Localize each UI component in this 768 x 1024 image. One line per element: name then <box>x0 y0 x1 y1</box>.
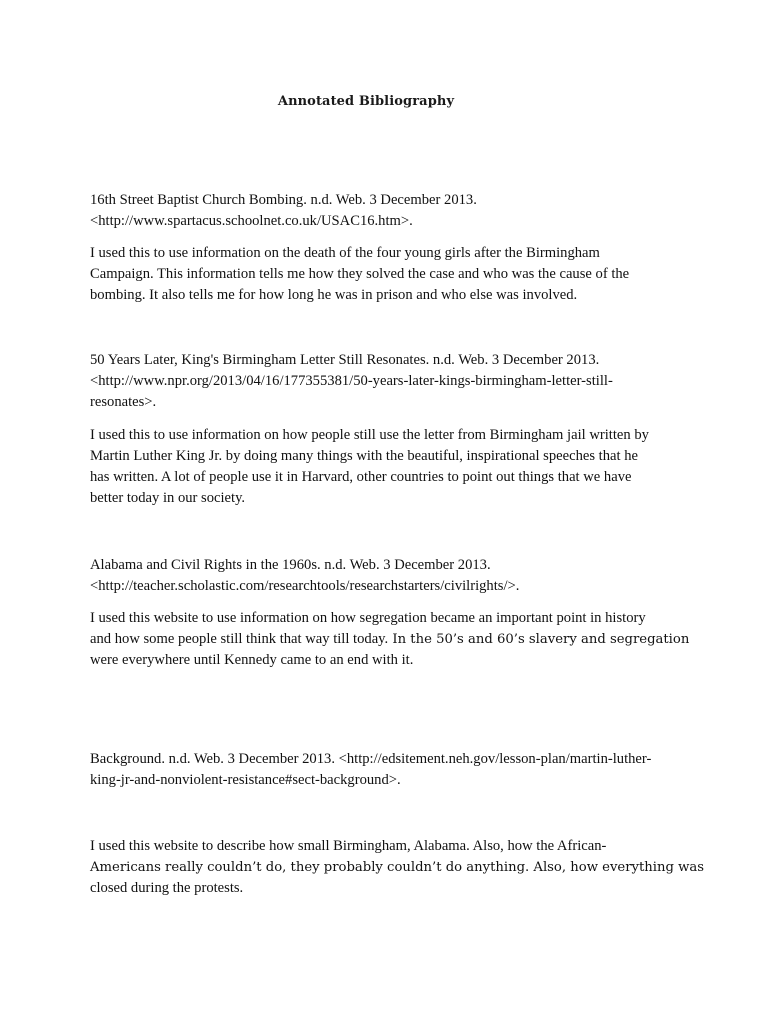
annotation-line: has written. A lot of people use it in Harvard, other countries to point out things that we have <box>90 469 632 485</box>
annotation-2 <box>90 425 690 509</box>
annotation-1 <box>90 243 690 306</box>
citation-url: <http://www.npr.org/2013/04/16/177355381/50-years-later-kings-birmingham-letter-still- <box>90 373 613 389</box>
citation-line: 50 Years Later, King's Birmingham Letter Still Resonates. n.d. Web. 3 December 2013. <box>90 352 600 368</box>
document-title: Annotated Bibliography <box>277 94 455 109</box>
citation-line: Background. n.d. Web. 3 December 2013. <http://edsitement.neh.gov/lesson-plan/martin-luther- <box>90 751 652 767</box>
annotation-3 <box>90 608 690 671</box>
citation-1 <box>90 190 690 232</box>
annotation-line: were everywhere until Kennedy came to an end with it. <box>90 652 414 668</box>
annotation-line-mixed <box>90 629 690 650</box>
citation-url: <http://www.spartacus.schoolnet.co.uk/USAC16.htm>. <box>90 213 413 229</box>
citation-2 <box>90 350 690 413</box>
annotation-line: I used this website to use information on how segregation became an important point in history <box>90 610 646 626</box>
annotation-line: bombing. It also tells me for how long he was in prison and who else was involved. <box>90 287 578 303</box>
annotation-line: Martin Luther King Jr. by doing many things with the beautiful, inspirational speeches that he <box>90 448 638 464</box>
citation-url: <http://teacher.scholastic.com/researchtools/researchstarters/civilrights/>. <box>90 578 520 594</box>
annotation-line: better today in our society. <box>90 490 246 506</box>
citation-url: king-jr-and-nonviolent-resistance#sect-background>. <box>90 772 401 788</box>
annotation-fragment: In the 50’s and 60’s slavery and segregation <box>388 632 690 647</box>
annotation-line: I used this to use information on how people still use the letter from Birmingham jail written by <box>90 427 649 443</box>
annotation-fragment: Americans really couldn’t do, they probably couldn’t do anything. <box>90 860 530 875</box>
annotation-line-mixed <box>90 857 705 878</box>
annotation-line: Campaign. This information tells me how they solved the case and who was the cause of the <box>90 266 630 282</box>
citation-4 <box>90 749 690 791</box>
citation-line: Alabama and Civil Rights in the 1960s. n.d. Web. 3 December 2013. <box>90 557 491 573</box>
annotation-line: I used this to use information on the death of the four young girls after the Birmingham <box>90 245 600 261</box>
annotation-fragment: and how some people still think that way till today. <box>90 631 389 647</box>
citation-3 <box>90 555 690 597</box>
annotation-4 <box>90 836 705 899</box>
annotation-fragment: Also, how everything was <box>529 860 705 875</box>
annotation-line: I used this website to describe how small Birmingham, Alabama. Also, how the African- <box>90 838 607 854</box>
annotation-line: closed during the protests. <box>90 880 244 896</box>
citation-url: resonates>. <box>90 394 157 410</box>
citation-line: 16th Street Baptist Church Bombing. n.d. Web. 3 December 2013. <box>90 192 477 208</box>
